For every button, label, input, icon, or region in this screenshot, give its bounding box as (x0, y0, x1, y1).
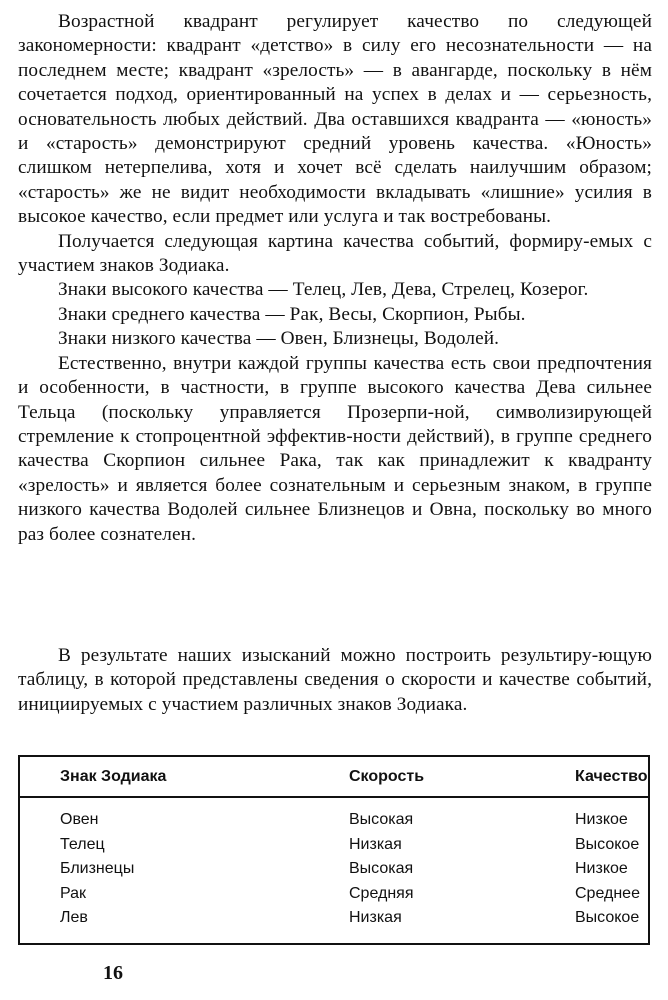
cell-speed: Высокая (349, 860, 414, 878)
cell-quality: Низкое (539, 857, 649, 882)
cell-sign: Овен (19, 797, 313, 833)
paragraph-low-quality-signs: Знаки низкого качества — Овен, Близнецы, Водолей. (58, 328, 500, 350)
paragraph-group-preferences: Естественно, внутри каждой группы качества есть свои предпочтения и особенности, в частности, в группе высокого качества Дева сильнее Тельца (поскольку управляется Прозерпи-ной, символизирующей стремление к стопроцентной эффектив-ности действий), в группе среднего качества Скорпион сильнее Рака, так как принадлежит к квадранту «зрелость» и является более сознательным и серьезным знаком, в группе низкого качества Водолей сильнее Близнецов и Овна, поскольку во много раз более сознателен. (18, 352, 652, 545)
cell-sign: Рак (19, 882, 313, 907)
table-row (19, 833, 649, 858)
table-row (19, 906, 649, 944)
cell-quality: Высокое (539, 906, 649, 944)
header-speed: Скорость (313, 756, 539, 797)
cell-speed: Низкая (349, 835, 402, 853)
paragraph-table-intro: В результате наших изысканий можно построить результиру-ющую таблицу, в которой представлены сведения о скорости и качестве событий, инициируемых с участием различных знаков Зодиака. (18, 645, 652, 715)
table-header-row (19, 756, 649, 797)
table-row (19, 857, 649, 882)
header-quality: Качество (539, 756, 649, 797)
paragraph-quality-picture: Получается следующая картина качества событий, формиру-емых с участием знаков Зодиака. (18, 230, 652, 277)
cell-speed: Высокая (349, 811, 414, 829)
cell-sign: Телец (19, 833, 313, 858)
header-sign: Знак Зодиака (19, 756, 313, 797)
cell-sign: Близнецы (19, 857, 313, 882)
zodiac-table (18, 755, 650, 945)
cell-quality: Среднее (539, 882, 649, 907)
cell-quality: Высокое (539, 833, 649, 858)
body-text-table-intro (18, 644, 652, 717)
paragraph-age-quadrant: Возрастной квадрант регулирует качество по следующей закономерности: квадрант «детство» в силу его несознательности — на последнем месте; квадрант «зрелость» — в авангарде, поскольку в нём сочетается подход, ориентированный на успех в делах и — серьезность, основательность любых действий. Два оставшихся квадранта — «юность» и «старость» демонстрируют средний уровень качества. «Юность» слишком нетерпелива, хотя и хочет всё сделать наилучшим образом; «старость» же не видит необходимости вкладывать «лишние» усилия в высокое качество, если предмет или услуга и так востребованы. (18, 11, 652, 228)
cell-sign: Лев (19, 906, 313, 944)
cell-speed: Средняя (349, 884, 414, 902)
cell-speed: Низкая (313, 906, 539, 944)
table-row (19, 797, 649, 833)
paragraph-high-quality-signs: Знаки высокого качества — Телец, Лев, Дева, Стрелец, Козерог. (58, 279, 589, 301)
table-row (19, 882, 649, 907)
paragraph-medium-quality-signs: Знаки среднего качества — Рак, Весы, Скорпион, Рыбы. (58, 303, 526, 325)
page-number: 16 (103, 962, 123, 984)
cell-quality: Низкое (539, 797, 649, 833)
body-text-top (18, 10, 652, 547)
